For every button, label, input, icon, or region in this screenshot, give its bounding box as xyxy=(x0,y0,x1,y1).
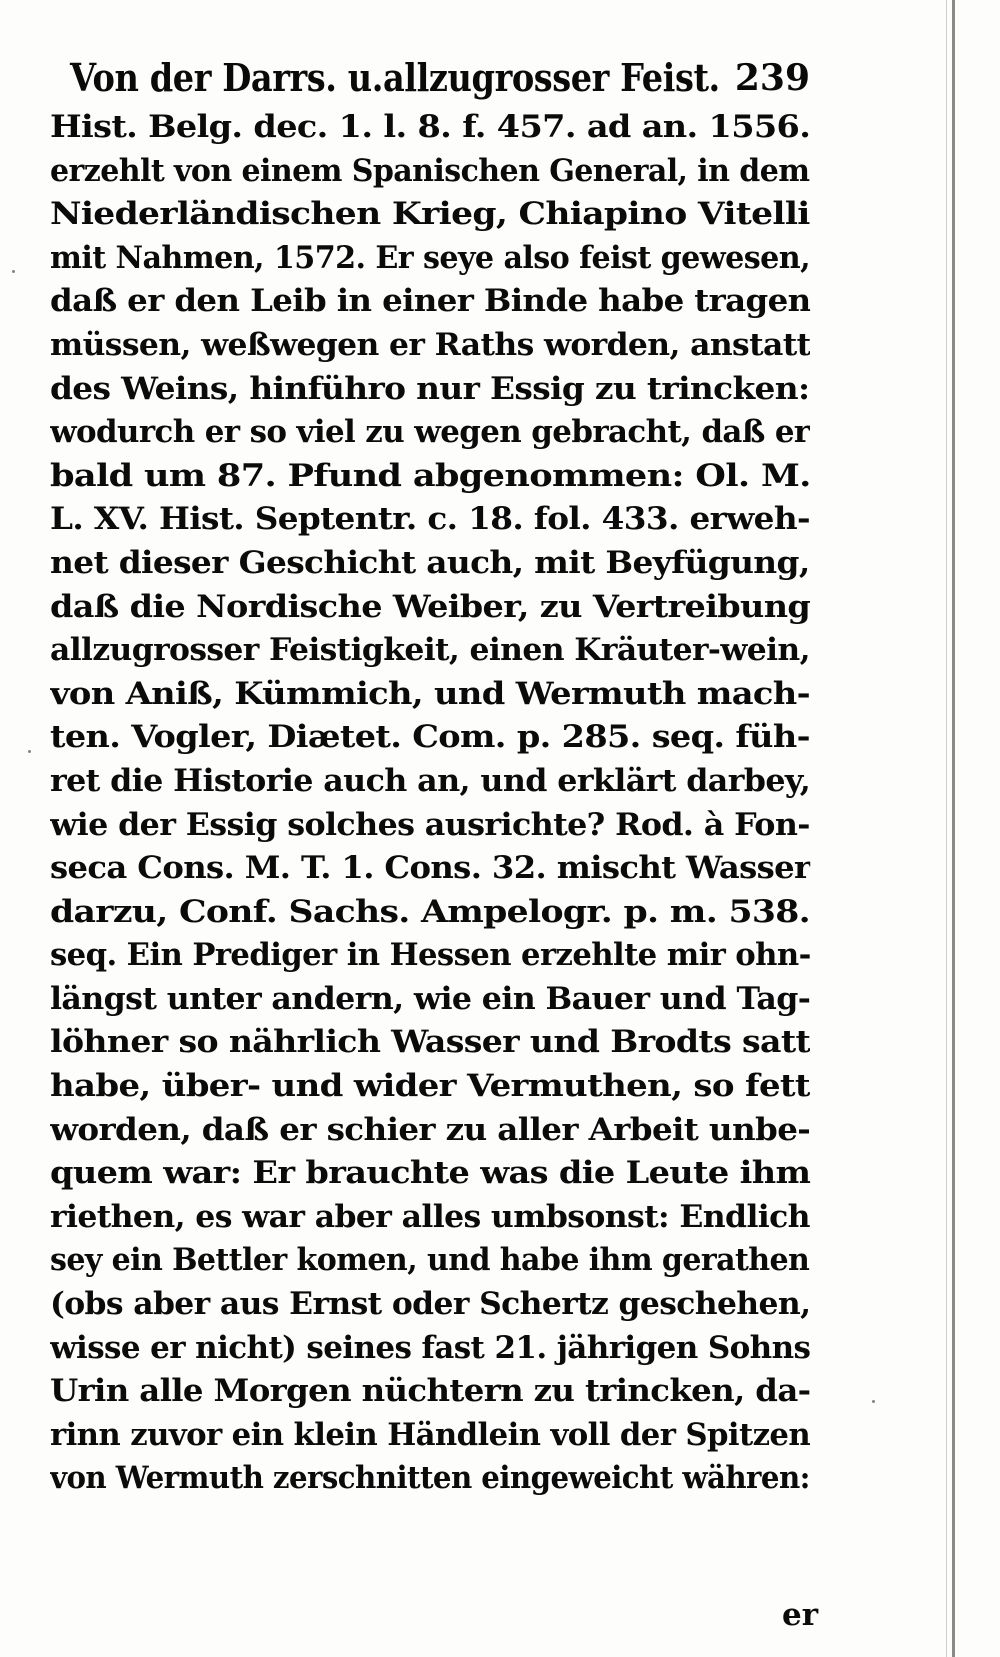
text-line: ret die Historie auch an, und erklärt darbey, xyxy=(50,762,811,799)
running-title: Von der Darrs. u.allzugrosser Feist. xyxy=(70,55,720,100)
text-line: net dieser Geschicht auch, mit Beyfügung, xyxy=(50,544,810,581)
text-line: quem war: Er brauchte was die Leute ihm xyxy=(50,1155,811,1192)
ink-speck xyxy=(12,270,15,273)
text-line: müssen, weßwegen er Raths worden, anstatt xyxy=(50,326,811,363)
body-text xyxy=(50,106,810,1501)
text-line: löhner so nährlich Wasser und Brodts satt xyxy=(50,1024,811,1061)
text-line: von Aniß, Kümmich, und Wermuth mach- xyxy=(50,675,810,712)
text-line: von Wermuth zerschnitten eingeweicht währen: xyxy=(50,1460,810,1497)
text-line: wie der Essig solches ausrichte? Rod. à Fon- xyxy=(50,806,810,843)
text-line: darzu, Conf. Sachs. Ampelogr. p. m. 538. xyxy=(50,893,810,930)
text-line: worden, daß er schier zu aller Arbeit unbe- xyxy=(50,1111,810,1148)
text-line: längst unter andern, wie ein Bauer und Tag- xyxy=(50,980,810,1017)
running-header xyxy=(70,50,810,106)
page-edge-line xyxy=(952,0,955,1657)
text-line: erzehlt von einem Spanischen General, in dem xyxy=(50,152,810,189)
text-line: L. XV. Hist. Septentr. c. 18. fol. 433. erweh- xyxy=(50,501,810,538)
page-edge-shadow xyxy=(946,0,947,1657)
text-line: sey ein Bettler komen, und habe ihm gerathen xyxy=(50,1242,810,1279)
page-number: 239 xyxy=(734,57,810,99)
text-line: daß er den Leib in einer Binde habe tragen xyxy=(50,283,811,320)
text-line: wodurch er so viel zu wegen gebracht, daß er xyxy=(50,414,810,451)
text-line: Hist. Belg. dec. 1. l. 8. f. 457. ad an. 1556. xyxy=(50,109,810,145)
text-line: des Weins, hinführo nur Essig zu trincken: xyxy=(50,370,810,407)
text-line: habe, über- und wider Vermuthen, so fett xyxy=(50,1068,810,1105)
text-line: wisse er nicht) seines fast 21. jährigen Sohns xyxy=(50,1329,811,1366)
text-line: (obs aber aus Ernst oder Schertz geschehen, xyxy=(50,1286,811,1323)
ink-speck xyxy=(28,750,31,753)
text-line: riethen, es war aber alles umbsonst: Endlich xyxy=(50,1198,810,1235)
text-line: allzugrosser Feistigkeit, einen Kräuter-wein, xyxy=(50,632,810,669)
text-line: seca Cons. M. T. 1. Cons. 32. mischt Wasser xyxy=(50,850,811,887)
text-line: seq. Ein Prediger in Hessen erzehlte mir ohn- xyxy=(50,937,811,974)
text-line: ten. Vogler, Diætet. Com. p. 285. seq. füh- xyxy=(50,719,810,756)
text-line: Urin alle Morgen nüchtern zu trincken, da- xyxy=(50,1373,811,1410)
catchword: er xyxy=(782,1597,819,1633)
ink-speck xyxy=(872,1400,875,1403)
text-line: bald um 87. Pfund abgenommen: Ol. M. xyxy=(50,457,811,494)
text-line: Niederländischen Krieg, Chiapino Vitelli xyxy=(50,196,810,233)
text-line: rinn zuvor ein klein Händlein voll der Spitzen xyxy=(50,1416,811,1453)
text-line: daß die Nordische Weiber, zu Vertreibung xyxy=(50,588,811,625)
text-line: mit Nahmen, 1572. Er seye also feist gewesen, xyxy=(50,239,810,276)
